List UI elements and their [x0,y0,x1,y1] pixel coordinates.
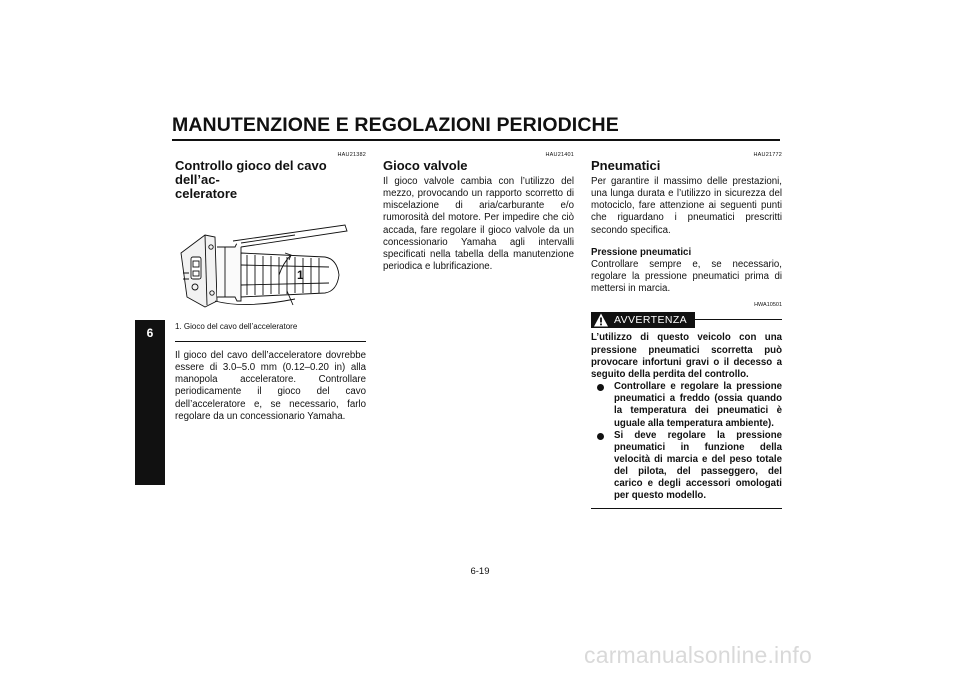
warning-bullet-text: Controllare e regolare la pressione pneumatici a freddo (ossia quando la temperatura dei pneumatici è uguale alla temperatura ambiente). [614,381,782,429]
warning-triangle-icon [593,312,609,328]
section-tires [591,152,782,509]
figure-callout: 1 [297,268,304,282]
page-title: MANUTENZIONE E REGOLAZIONI PERIODICHE [172,114,619,136]
subsection-heading: Pressione pneumatici [591,246,692,258]
subsection-body: Controllare sempre e, se necessario, regolare la pressione pneumatici prima di mettersi in marcia. [591,258,782,295]
warning-text [591,332,782,502]
warning-rule [695,319,782,320]
section-heading: Pneumatici [591,158,661,173]
chapter-number: 6 [146,326,154,340]
warning-bullet [591,381,782,430]
bullet-dot-icon [597,384,604,391]
section-body: Il gioco valvole cambia con l’utilizzo del mezzo, provocando un rapporto scorretto di miscelazione di aria/carburante e/o rumorosità del motore. Per impedire che ciò accada, fare regolare il gioco valvole da un concessionario Yamaha agli intervalli specificati nella tabella della manutenzione periodica e lubrificazione. [383,176,574,273]
warning-label: AVVERTENZA [614,314,688,327]
section-code: HAU21401 [545,152,574,158]
section-heading [175,159,366,201]
warning-bullets [591,381,782,503]
bullet-dot-icon [597,433,604,440]
warning-code: HWA10501 [754,302,782,309]
section-code: HAU21382 [337,152,366,158]
section-valve-clearance [383,152,574,273]
section-heading-line: celeratore [175,186,238,201]
warning-bullet-text: Si deve regolare la pressione pneumatici in funzione della velocità di marcia e del peso totale del pilota, del passeggero, del carico e degli accessori omologati per questo modello. [614,429,782,502]
section-code: HAU21772 [753,152,782,158]
page-number: 6-19 [470,566,490,577]
section-heading-line: Controllo gioco del cavo dell’ac- [175,158,327,187]
throttle-grip-drawing [175,217,355,309]
warning-banner [591,312,782,330]
section-body: Per garantire il massimo delle prestazioni, una lunga durata e l’utilizzo in sicurezza del motociclo, fare attenzione ai seguenti punti che riguardano i pneumatici prescritti secondo specifica. [591,176,782,236]
caption-rule [175,341,366,342]
section-throttle-cable [175,152,366,423]
warning-end-rule [591,508,782,509]
section-heading: Gioco valvole [383,158,468,173]
figure-caption: 1. Gioco del cavo dell’acceleratore [175,322,298,331]
warning-bullet [591,430,782,503]
warning-paragraph: L’utilizzo di questo veicolo con una pressione pneumatici scorretta può provocare infortuni gravi o il decesso a seguito della perdita del controllo. [591,332,782,380]
warning-label-box [591,312,695,328]
watermark: carmanualsonline.info [584,642,812,668]
title-rule [172,139,780,141]
throttle-grip-illustration [175,217,355,309]
section-body: Il gioco del cavo dell’acceleratore dovrebbe essere di 3.0–5.0 mm (0.12–0.20 in) alla manopola acceleratore. Controllare periodicamente il gioco del cavo dell’acceleratore e, se necessario, farlo regolare da un concessionario Yamaha. [175,350,366,422]
chapter-tab [135,320,165,485]
